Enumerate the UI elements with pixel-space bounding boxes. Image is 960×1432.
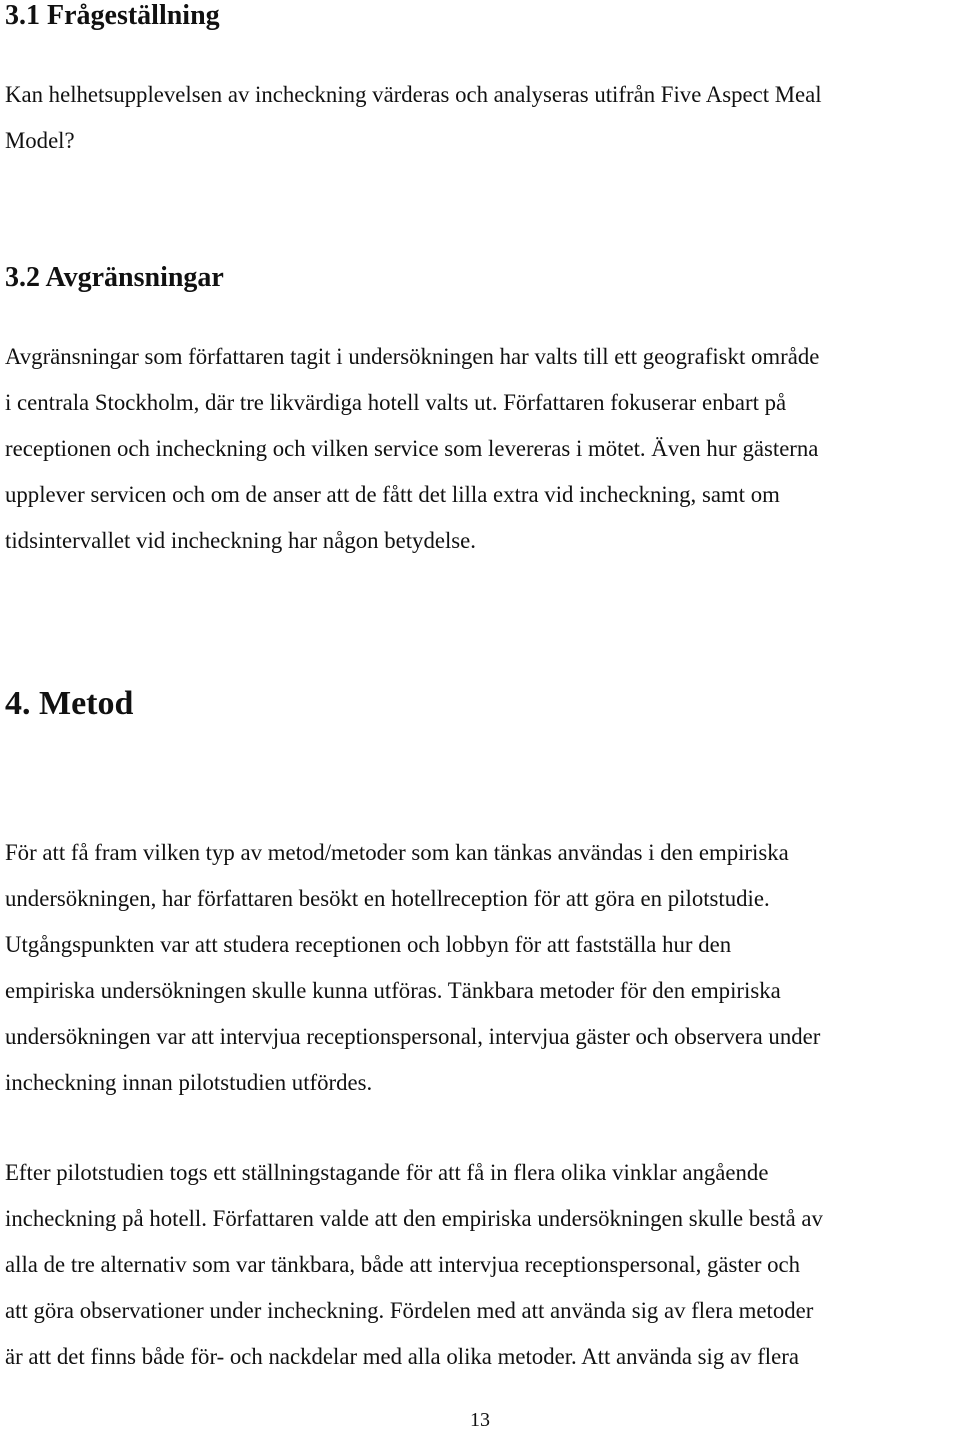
paragraph-line: är att det finns både för- och nackdelar med alla olika metoder. Att använda sig av flera <box>5 1344 799 1369</box>
paragraph-line: Utgångspunkten var att studera receptionen och lobbyn för att fastställa hur den <box>5 932 732 957</box>
paragraph-line: incheckning på hotell. Författaren valde att den empiriska undersökningen skulle bestå av <box>5 1206 823 1231</box>
paragraph-line: receptionen och incheckning och vilken service som levereras i mötet. Även hur gästerna <box>5 436 819 461</box>
paragraph-line: undersökningen, har författaren besökt en hotellreception för att göra en pilotstudie. <box>5 886 770 911</box>
section-4-heading: 4. Metod <box>5 685 134 722</box>
section-3-1-paragraph <box>5 72 960 164</box>
paragraph-line: Kan helhetsupplevelsen av incheckning värderas och analyseras utifrån Five Aspect Meal <box>5 82 822 107</box>
paragraph-line: Model? <box>5 128 75 153</box>
section-3-2-paragraph <box>5 334 960 564</box>
paragraph-line: Avgränsningar som författaren tagit i undersökningen har valts till ett geografiskt område <box>5 344 820 369</box>
paragraph-line: För att få fram vilken typ av metod/metoder som kan tänkas användas i den empiriska <box>5 840 789 865</box>
paragraph-line: alla de tre alternativ som var tänkbara, både att intervjua receptionspersonal, gäster och <box>5 1252 801 1277</box>
paragraph-line: incheckning innan pilotstudien utfördes. <box>5 1070 373 1095</box>
paragraph-line: Efter pilotstudien togs ett ställningstagande för att få in flera olika vinklar angående <box>5 1160 769 1185</box>
paragraph-line: upplever servicen och om de anser att de fått det lilla extra vid incheckning, samt om <box>5 482 780 507</box>
paragraph-line: i centrala Stockholm, där tre likvärdiga hotell valts ut. Författaren fokuserar enbart på <box>5 390 787 415</box>
paragraph-line: undersökningen var att intervjua receptionspersonal, intervjua gäster och observera under <box>5 1024 821 1049</box>
section-4-paragraph-1 <box>5 830 960 1106</box>
paragraph-line: tidsintervallet vid incheckning har någon betydelse. <box>5 528 476 553</box>
section-3-2-heading: 3.2 Avgränsningar <box>5 262 224 293</box>
section-3-1-heading: 3.1 Frågeställning <box>5 0 220 31</box>
paragraph-line: empiriska undersökningen skulle kunna utföras. Tänkbara metoder för den empiriska <box>5 978 781 1003</box>
section-4-paragraph-2 <box>5 1150 960 1380</box>
paragraph-line: att göra observationer under incheckning. Fördelen med att använda sig av flera metoder <box>5 1298 814 1323</box>
page-number: 13 <box>470 1409 490 1431</box>
